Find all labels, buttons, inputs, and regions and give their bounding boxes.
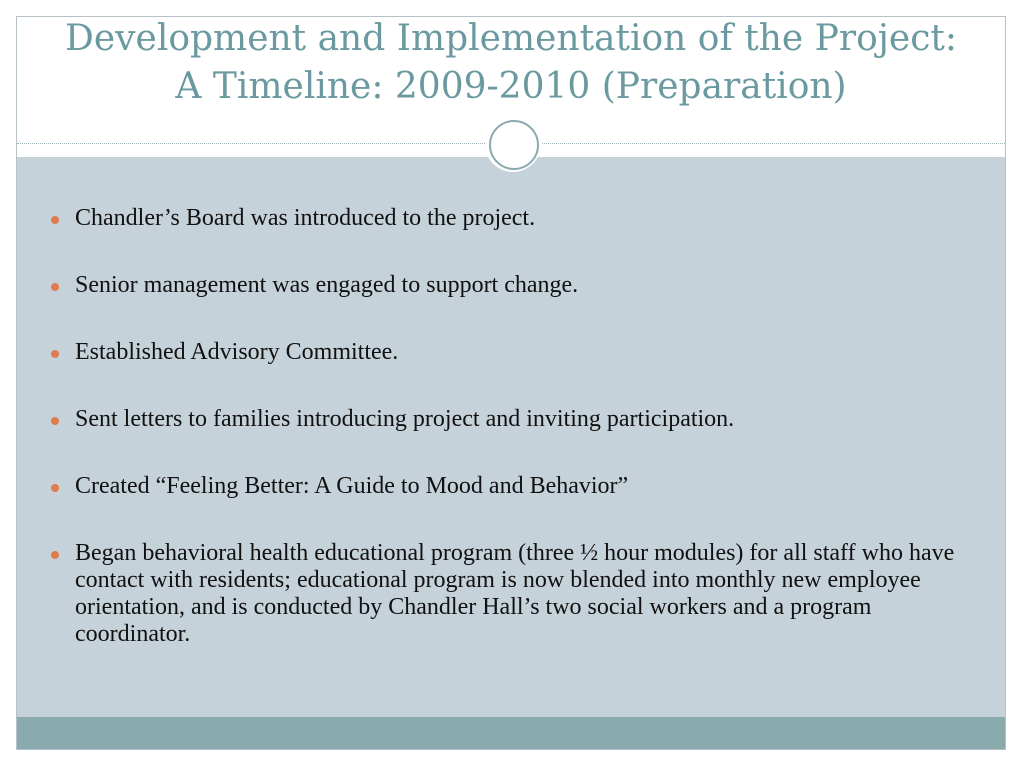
ornament-ring bbox=[489, 120, 539, 170]
bullet-dot-icon bbox=[51, 216, 59, 224]
circle-ornament-icon bbox=[485, 116, 541, 172]
slide-title-line-1: Development and Implementation of the Project: bbox=[65, 18, 957, 59]
bullet-text: Began behavioral health educational program (three ½ hour modules) for all staff who have contact with residents; educational program is now blended into monthly new employee orientation, and is conducted by Chandler Hall’s two social workers and a program coordinator. bbox=[75, 540, 955, 647]
bullet-dot-icon bbox=[51, 283, 59, 291]
slide bbox=[16, 16, 1006, 750]
bullet-item bbox=[17, 473, 1005, 500]
bullet-dot-icon bbox=[51, 551, 59, 559]
bullet-item bbox=[17, 406, 1005, 433]
bullet-dot-icon bbox=[51, 417, 59, 425]
bullet-list bbox=[17, 205, 1005, 688]
bullet-dot-icon bbox=[51, 350, 59, 358]
bullet-item bbox=[17, 540, 1005, 648]
bullet-item bbox=[17, 272, 1005, 299]
slide-title-line-2: A Timeline: 2009-2010 (Preparation) bbox=[175, 66, 847, 107]
bullet-text: Created “Feeling Better: A Guide to Mood and Behavior” bbox=[75, 473, 629, 499]
bullet-item bbox=[17, 205, 1005, 232]
bullet-text: Sent letters to families introducing project and inviting participation. bbox=[75, 406, 735, 432]
bullet-text: Chandler’s Board was introduced to the project. bbox=[75, 205, 536, 231]
bullet-dot-icon bbox=[51, 484, 59, 492]
bullet-item bbox=[17, 339, 1005, 366]
bullet-text: Senior management was engaged to support change. bbox=[75, 272, 579, 298]
footer-band bbox=[17, 717, 1005, 750]
bullet-text: Established Advisory Committee. bbox=[75, 339, 399, 365]
